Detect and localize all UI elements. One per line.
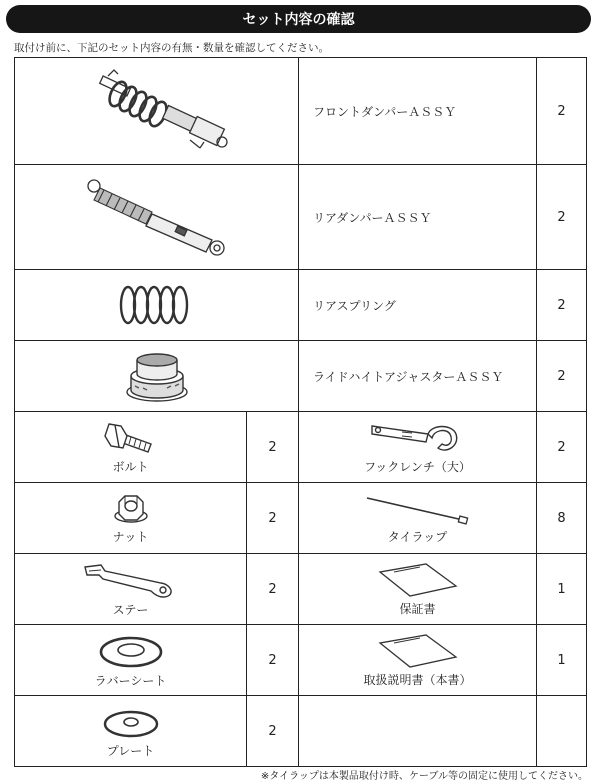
item-image-cell (15, 58, 299, 165)
item-image-cell (299, 412, 537, 483)
item-name: ラバーシート (94, 673, 167, 688)
section-title-text: セット内容の確認 (242, 12, 355, 28)
nut-icon (111, 492, 151, 526)
item-quantity (537, 696, 587, 767)
item-name: ライドハイトアジャスターＡＳＳＹ (299, 341, 537, 412)
item-quantity: 1 (537, 625, 587, 696)
empty-cell (299, 696, 537, 767)
set-contents-table (14, 57, 587, 767)
item-image-cell (15, 554, 247, 625)
ride-height-adjuster-icon (117, 346, 197, 406)
warranty-card-icon (376, 562, 460, 598)
item-name: ボルト (112, 459, 149, 474)
item-quantity: 2 (537, 341, 587, 412)
item-quantity: 2 (537, 270, 587, 341)
item-quantity: 2 (537, 412, 587, 483)
item-quantity: 8 (537, 483, 587, 554)
item-image-cell (15, 412, 247, 483)
item-name: リアスプリング (299, 270, 537, 341)
item-image-cell (15, 165, 299, 270)
rear-spring-icon (112, 280, 202, 330)
front-damper-icon (72, 64, 242, 159)
item-quantity: 2 (247, 412, 299, 483)
item-quantity: 2 (247, 625, 299, 696)
table-row (15, 165, 587, 270)
item-name: フックレンチ（大） (364, 459, 471, 474)
table-row (15, 341, 587, 412)
item-name: 取扱説明書（本書） (363, 672, 472, 687)
section-title (6, 5, 591, 33)
item-name: リアダンパーＡＳＳＹ (299, 165, 537, 270)
item-image-cell (15, 270, 299, 341)
stay-icon (81, 561, 181, 599)
item-name: プレート (106, 743, 155, 758)
item-image-cell (15, 483, 247, 554)
item-quantity: 2 (247, 696, 299, 767)
item-quantity: 2 (537, 58, 587, 165)
item-name: ステー (112, 602, 149, 617)
item-image-cell (15, 625, 247, 696)
item-quantity: 1 (537, 554, 587, 625)
table-row (15, 625, 587, 696)
bolt-icon (101, 420, 161, 456)
table-row (15, 270, 587, 341)
item-image-cell (299, 625, 537, 696)
item-image-cell (15, 341, 299, 412)
item-image-cell (299, 483, 537, 554)
item-name: 保証書 (399, 601, 436, 616)
item-quantity: 2 (247, 483, 299, 554)
item-image-cell (299, 554, 537, 625)
hook-wrench-icon (368, 420, 468, 456)
table-row (15, 554, 587, 625)
intro-text: 取付け前に、下記のセット内容の有無・数量を確認してください。 (14, 42, 329, 54)
item-quantity: 2 (537, 165, 587, 270)
manual-icon (376, 633, 460, 669)
item-name: ナット (112, 529, 149, 544)
table-row (15, 412, 587, 483)
table-row (15, 696, 587, 767)
plate-icon (99, 704, 163, 740)
rubber-sheet-icon (96, 632, 166, 670)
item-quantity: 2 (247, 554, 299, 625)
cable-tie-icon (363, 492, 473, 526)
table-row (15, 483, 587, 554)
item-name: フロントダンパーＡＳＳＹ (299, 58, 537, 165)
item-name: タイラップ (387, 529, 448, 544)
table-row (15, 58, 587, 165)
footnote: ※タイラップは本製品取付け時、ケーブル等の固定に使用してください。 (260, 771, 588, 782)
item-image-cell (15, 696, 247, 767)
rear-damper-icon (72, 172, 242, 262)
